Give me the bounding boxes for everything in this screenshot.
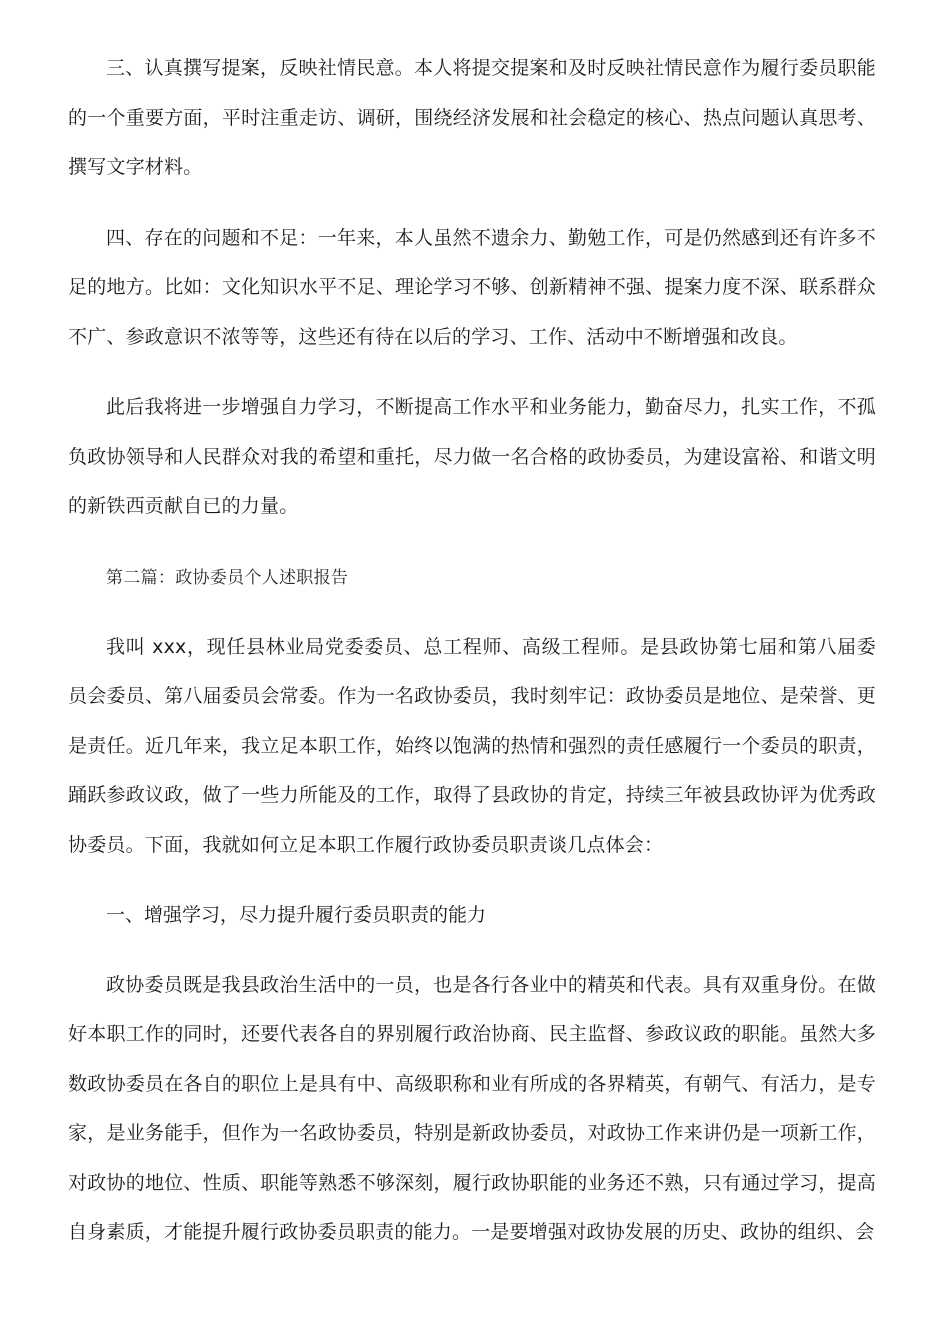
paragraph-introduction: 我叫 xxx，现任县林业局党委委员、总工程师、高级工程师。是县政协第七届和第八届委员会委员、第八届委员会常委。作为一名政协委员，我时刻牢记：政协委员是地位、是荣誉、更是责任。近几年来，我立足本职工作，始终以饱满的热情和强烈的责任感履行一个委员的职责，踊跃参政议政，做了一些力所能及的工作，取得了县政协的肯定，持续三年被县政协评为优秀政协委员。下面，我就如何立足本职工作履行政协委员职责谈几点体会： (68, 635, 876, 856)
paragraph-dual-identity: 政协委员既是我县政治生活中的一员，也是各行各业中的精英和代表。具有双重身份。在做好本职工作的同时，还要代表各自的界别履行政治协商、民主监督、参政议政的职能。虽然大多数政协委员在各自的职位上是具有中、高级职称和业有所成的各界精英，有朝气、有活力，是专家，是业务能手，但作为一名政协委员，特别是新政协委员，对政协工作来讲仍是一项新工作，对政协的地位、性质、职能等熟悉不够深刻，履行政协职能的业务还不熟，只有通过学习，提高自身素质，才能提升履行政协委员职责的能力。一是要增强对政协发展的历史、政协的组织、会 (68, 973, 876, 1243)
document-page (68, 44, 876, 1258)
section-title: 第二篇：政协委员个人述职报告 (106, 567, 349, 588)
paragraph-proposals: 三、认真撰写提案，反映社情民意。本人将提交提案和及时反映社情民意作为履行委员职能的一个重要方面，平时注重走访、调研，围绕经济发展和社会稳定的核心、热点问题认真思考、撰写文字材料。 (68, 57, 876, 178)
paragraph-future-plans: 此后我将进一步增强自力学习，不断提高工作水平和业务能力，勤奋尽力，扎实工作，不孤负政协领导和人民群众对我的希望和重托，尽力做一名合格的政协委员，为建设富裕、和谐文明的新铁西贡献自已的力量。 (68, 396, 876, 517)
paragraph-shortcomings: 四、存在的问题和不足：一年来，本人虽然不遗余力、勤勉工作，可是仍然感到还有许多不足的地方。比如：文化知识水平不足、理论学习不够、创新精神不强、提案力度不深、联系群众不广、参政意识不浓等等，这些还有待在以后的学习、工作、活动中不断增强和改良。 (68, 226, 876, 348)
subheading-strengthen-learning: 一、增强学习，尽力提升履行委员职责的能力 (106, 904, 487, 926)
